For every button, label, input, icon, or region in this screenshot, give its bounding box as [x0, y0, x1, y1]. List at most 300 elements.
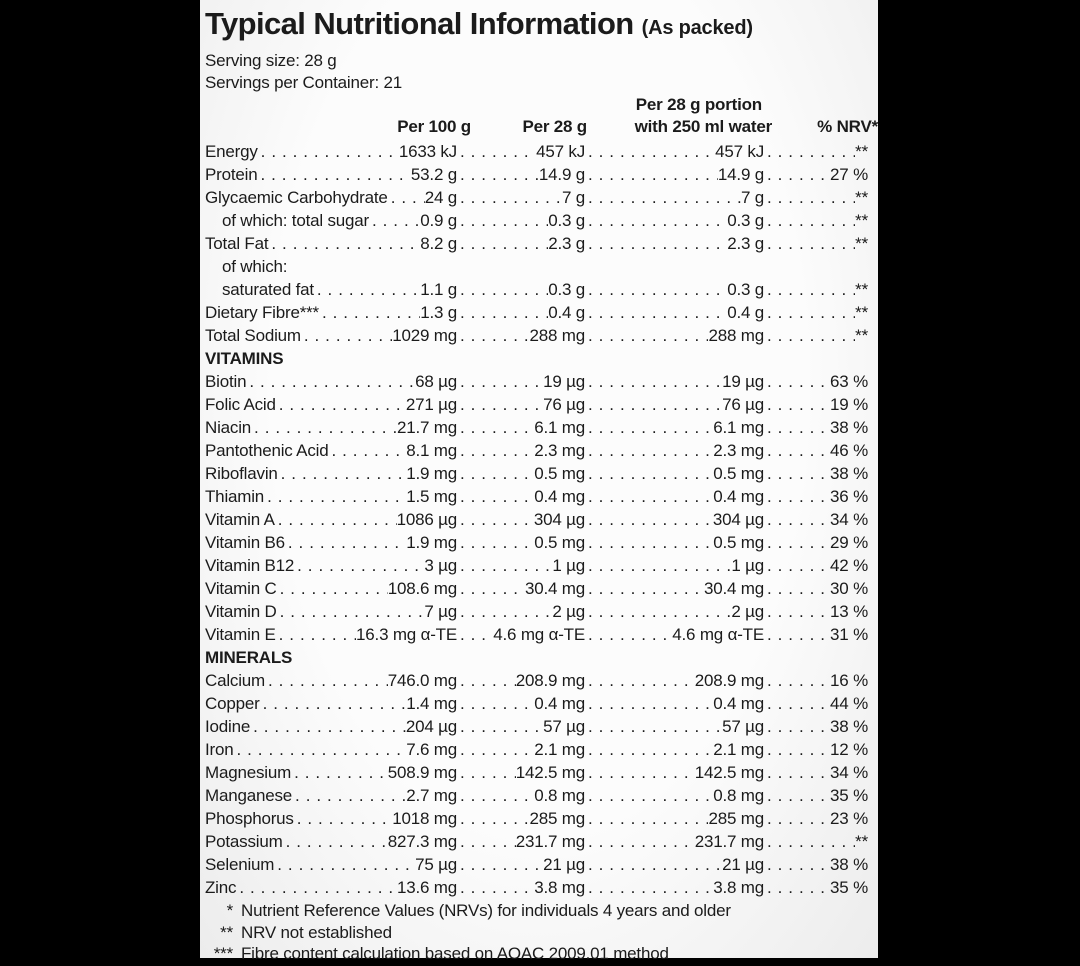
dot-leader: [585, 784, 713, 807]
dot-leader: [457, 761, 516, 784]
table-row: [205, 692, 868, 715]
nutrient-label: Zinc: [205, 878, 237, 897]
value-group: [585, 692, 764, 715]
footnote: [205, 943, 868, 965]
nutrient-label: Niacin: [205, 418, 252, 437]
per-100g-value: 271 µg: [405, 395, 457, 414]
nutrient-label: Vitamin A: [205, 510, 275, 529]
nutrient-label: Vitamin E: [205, 625, 276, 644]
value-group: [276, 623, 457, 646]
per-28g-value: 30.4 mg: [524, 579, 585, 598]
nutrient-label: Total Fat: [205, 234, 269, 253]
column-header-per-28g: Per 28 g: [522, 117, 587, 136]
nrv-value: 35 %: [830, 878, 868, 897]
section-heading: VITAMINS: [205, 349, 284, 368]
per-100g-value: 8.1 mg: [406, 441, 457, 460]
value-group: [585, 715, 764, 738]
value-group: [457, 485, 585, 508]
per-28g-value: 304 µg: [533, 510, 585, 529]
value-group: [585, 738, 764, 761]
per-100g-value: 1029 mg: [392, 326, 457, 345]
per-100g-value: 21.7 mg: [396, 418, 457, 437]
nrv-value: 38 %: [830, 464, 868, 483]
dot-leader: [319, 301, 420, 324]
value-group: [585, 623, 764, 646]
dot-leader: [264, 485, 406, 508]
dot-leader: [585, 462, 713, 485]
value-group: [457, 876, 585, 899]
value-group: [457, 462, 585, 485]
dot-leader: [585, 140, 715, 163]
dot-leader: [585, 370, 722, 393]
value-group: [457, 830, 585, 853]
footnote: [205, 922, 868, 944]
value-group: [585, 163, 764, 186]
dot-leader: [764, 462, 830, 485]
per-28g-value: 0.8 mg: [534, 786, 585, 805]
value-group: [457, 324, 585, 347]
table-row: [205, 784, 868, 807]
value-group: [369, 209, 457, 232]
per-28g-value: 0.4 g: [548, 303, 585, 322]
nrv-value: 34 %: [830, 763, 868, 782]
value-group: [264, 485, 457, 508]
per-28g-value: 457 kJ: [536, 142, 585, 161]
per-28g-value: 19 µg: [543, 372, 585, 391]
per-100g-value: 108.6 mg: [387, 579, 457, 598]
per-portion-value: 1 µg: [731, 556, 764, 575]
dot-leader: [457, 439, 534, 462]
dot-leader: [265, 669, 388, 692]
per-100g-value: 24 g: [424, 188, 457, 207]
table-row: [205, 186, 868, 209]
dot-leader: [457, 278, 548, 301]
nutrient-label: Dietary Fibre***: [205, 303, 319, 322]
nrv-value: 34 %: [830, 510, 868, 529]
per-100g-value: 7.6 mg: [406, 740, 457, 759]
value-group: [275, 508, 457, 531]
per-100g-value: 1.9 mg: [406, 533, 457, 552]
value-group: [585, 439, 764, 462]
nutrient-label: Riboflavin: [205, 464, 278, 483]
per-28g-value: 21 µg: [543, 855, 585, 874]
value-group: [764, 508, 868, 531]
dot-leader: [457, 232, 548, 255]
value-group: [246, 370, 457, 393]
value-group: [764, 370, 868, 393]
value-group: [319, 301, 457, 324]
dot-leader: [585, 830, 695, 853]
value-group: [457, 784, 585, 807]
nutrient-label: Selenium: [205, 855, 275, 874]
per-28g-value: 208.9 mg: [515, 671, 585, 690]
value-group: [764, 692, 868, 715]
per-28g-value: 57 µg: [543, 717, 585, 736]
nrv-value: 16 %: [830, 671, 868, 690]
dot-leader: [301, 324, 392, 347]
value-group: [764, 140, 868, 163]
per-28g-value: 142.5 mg: [515, 763, 585, 782]
per-portion-value: 30.4 mg: [703, 579, 764, 598]
dot-leader: [457, 600, 552, 623]
nrv-value: 38 %: [830, 855, 868, 874]
nrv-value: 38 %: [830, 717, 868, 736]
dot-leader: [274, 853, 415, 876]
per-portion-value: 0.5 mg: [713, 533, 764, 552]
dot-leader: [328, 439, 406, 462]
value-group: [764, 554, 868, 577]
per-100g-value: 7 µg: [424, 602, 457, 621]
table-row: [205, 462, 868, 485]
per-28g-value: 2 µg: [552, 602, 585, 621]
value-group: [388, 186, 457, 209]
value-group: [585, 140, 764, 163]
per-100g-value: 0.9 g: [420, 211, 457, 230]
per-portion-value: 0.4 g: [727, 303, 764, 322]
value-group: [764, 830, 868, 853]
column-header-row-2: [205, 116, 878, 138]
value-group: [234, 738, 458, 761]
table-row: [205, 508, 868, 531]
per-28g-value: 1 µg: [552, 556, 585, 575]
dot-leader: [764, 554, 830, 577]
value-group: [457, 807, 585, 830]
page-title: Typical Nutritional Information: [205, 6, 634, 41]
value-group: [250, 715, 457, 738]
dot-leader: [585, 577, 704, 600]
footnote-marker: ***: [213, 944, 233, 963]
nutrient-label: Vitamin C: [205, 579, 277, 598]
nutrient-label: Glycaemic Carbohydrate: [205, 188, 388, 207]
dot-leader: [764, 600, 830, 623]
dot-leader: [268, 232, 420, 255]
dot-leader: [585, 163, 718, 186]
per-100g-value: 827.3 mg: [387, 832, 457, 851]
dot-leader: [278, 462, 407, 485]
value-group: [457, 278, 585, 301]
value-group: [457, 761, 585, 784]
dot-leader: [457, 370, 543, 393]
per-28g-value: 4.6 mg α-TE: [493, 625, 585, 644]
value-group: [292, 784, 457, 807]
dot-leader: [283, 830, 388, 853]
per-28g-value: 7 g: [561, 188, 585, 207]
table-row: [205, 623, 868, 646]
dot-leader: [585, 232, 727, 255]
table-row: [205, 140, 868, 163]
section-heading: MINERALS: [205, 648, 293, 667]
table-row: [205, 830, 868, 853]
dot-leader: [764, 577, 830, 600]
dot-leader: [457, 784, 534, 807]
dot-leader: [585, 278, 727, 301]
dot-leader: [457, 485, 534, 508]
per-portion-value: 142.5 mg: [694, 763, 764, 782]
value-group: [764, 462, 868, 485]
per-100g-value: 508.9 mg: [387, 763, 457, 782]
nutrition-label-panel: [200, 0, 878, 963]
dot-leader: [457, 393, 543, 416]
per-100g-value: 746.0 mg: [387, 671, 457, 690]
dot-leader: [764, 853, 830, 876]
value-group: [585, 301, 764, 324]
value-group: [585, 669, 764, 692]
per-portion-value: 0.3 g: [727, 280, 764, 299]
per-portion-value: 7 g: [740, 188, 764, 207]
value-group: [314, 278, 457, 301]
value-group: [585, 830, 764, 853]
dot-leader: [457, 830, 516, 853]
per-portion-value: 0.4 mg: [713, 694, 764, 713]
table-row: [205, 416, 868, 439]
dot-leader: [251, 416, 397, 439]
nrv-value: 27 %: [830, 165, 868, 184]
nutrient-label: Magnesium: [205, 763, 292, 782]
table-row: [205, 278, 868, 301]
per-100g-value: 1.3 g: [420, 303, 457, 322]
value-group: [457, 209, 585, 232]
column-header-portion-line1: Per 28 g portion: [635, 95, 762, 114]
value-group: [457, 439, 585, 462]
value-group: [585, 186, 764, 209]
nrv-value: 30 %: [830, 579, 868, 598]
nutrient-label: Iodine: [205, 717, 251, 736]
per-100g-value: 1018 mg: [392, 809, 457, 828]
table-row: [205, 876, 868, 899]
nutrient-label: Protein: [205, 165, 258, 184]
value-group: [764, 278, 868, 301]
table-row: [205, 761, 868, 784]
value-group: [278, 462, 457, 485]
dot-leader: [764, 508, 830, 531]
dot-leader: [585, 439, 713, 462]
dot-leader: [764, 876, 830, 899]
value-group: [457, 692, 585, 715]
label-header: [205, 6, 868, 48]
nrv-value: 38 %: [830, 418, 868, 437]
column-header-row-1: [205, 94, 868, 116]
value-group: [585, 324, 764, 347]
dot-leader: [234, 738, 407, 761]
table-row: [205, 577, 868, 600]
table-row: [205, 807, 868, 830]
dot-leader: [457, 692, 534, 715]
dot-leader: [388, 186, 425, 209]
value-group: [257, 163, 457, 186]
nrv-value: **: [855, 211, 868, 230]
dot-leader: [585, 416, 713, 439]
table-row: [205, 669, 868, 692]
nutrient-label: Pantothenic Acid: [205, 441, 329, 460]
value-group: [277, 577, 457, 600]
nutrient-label: of which:: [222, 257, 288, 276]
nutrient-label: Calcium: [205, 671, 266, 690]
per-28g-value: 76 µg: [543, 395, 585, 414]
per-28g-value: 2.3 g: [548, 234, 585, 253]
per-portion-value: 21 µg: [722, 855, 764, 874]
per-portion-value: 288 mg: [708, 326, 764, 345]
dot-leader: [764, 186, 855, 209]
value-group: [764, 416, 868, 439]
dot-leader: [585, 715, 722, 738]
nrv-value: **: [855, 188, 868, 207]
per-portion-value: 6.1 mg: [713, 418, 764, 437]
value-group: [764, 439, 868, 462]
table-row: [205, 163, 868, 186]
dot-leader: [585, 692, 713, 715]
dot-leader: [764, 393, 830, 416]
value-group: [585, 232, 764, 255]
nutrient-label: of which: total sugar: [222, 211, 369, 230]
dot-leader: [764, 140, 855, 163]
nutrient-label: Phosphorus: [205, 809, 294, 828]
nutrient-label: Biotin: [205, 372, 247, 391]
nrv-value: 31 %: [830, 625, 868, 644]
dot-leader: [764, 324, 855, 347]
table-row: [205, 232, 868, 255]
dot-leader: [764, 439, 830, 462]
per-100g-value: 53.2 g: [410, 165, 457, 184]
value-group: [457, 140, 585, 163]
value-group: [277, 600, 457, 623]
value-group: [764, 163, 868, 186]
dot-leader: [457, 577, 525, 600]
dot-leader: [258, 140, 399, 163]
table-row: [205, 715, 868, 738]
value-group: [764, 393, 868, 416]
per-portion-value: 0.5 mg: [713, 464, 764, 483]
dot-leader: [764, 692, 830, 715]
nrv-value: **: [855, 234, 868, 253]
nutrient-label: Energy: [205, 142, 258, 161]
value-group: [764, 738, 868, 761]
dot-leader: [585, 807, 708, 830]
value-group: [457, 669, 585, 692]
value-group: [764, 876, 868, 899]
dot-leader: [457, 140, 536, 163]
value-group: [457, 301, 585, 324]
dot-leader: [585, 853, 722, 876]
value-group: [265, 669, 457, 692]
per-portion-value: 2.3 g: [727, 234, 764, 253]
value-group: [764, 784, 868, 807]
dot-leader: [585, 669, 695, 692]
value-group: [457, 163, 585, 186]
value-group: [294, 807, 457, 830]
value-group: [764, 531, 868, 554]
nrv-value: **: [855, 303, 868, 322]
dot-leader: [260, 692, 407, 715]
table-row: [205, 439, 868, 462]
dot-leader: [585, 508, 713, 531]
dot-leader: [457, 554, 552, 577]
dot-leader: [585, 876, 713, 899]
per-28g-value: 0.4 mg: [534, 694, 585, 713]
nrv-value: 23 %: [830, 809, 868, 828]
nrv-value: 36 %: [830, 487, 868, 506]
per-portion-value: 0.8 mg: [713, 786, 764, 805]
value-group: [585, 761, 764, 784]
dot-leader: [585, 186, 741, 209]
dot-leader: [585, 761, 695, 784]
per-100g-value: 1086 µg: [396, 510, 457, 529]
value-group: [764, 232, 868, 255]
per-28g-value: 2.1 mg: [534, 740, 585, 759]
nutrient-label: Vitamin D: [205, 602, 277, 621]
value-group: [585, 393, 764, 416]
value-group: [585, 600, 764, 623]
footnotes: [205, 900, 868, 965]
per-100g-value: 75 µg: [415, 855, 457, 874]
value-group: [457, 232, 585, 255]
dot-leader: [764, 416, 830, 439]
dot-leader: [457, 715, 543, 738]
per-portion-value: 76 µg: [722, 395, 764, 414]
per-28g-value: 0.5 mg: [534, 464, 585, 483]
table-row: [205, 531, 868, 554]
dot-leader: [764, 669, 830, 692]
dot-leader: [457, 508, 534, 531]
dot-leader: [764, 163, 830, 186]
dot-leader: [277, 600, 425, 623]
dot-leader: [585, 623, 672, 646]
nutrient-label: Manganese: [205, 786, 293, 805]
table-row: [205, 324, 868, 347]
value-group: [251, 416, 457, 439]
per-portion-value: 208.9 mg: [694, 671, 764, 690]
per-100g-value: 1.5 mg: [406, 487, 457, 506]
dot-leader: [457, 669, 516, 692]
dot-leader: [585, 738, 713, 761]
per-100g-value: 3 µg: [424, 556, 457, 575]
dot-leader: [250, 715, 406, 738]
dot-leader: [292, 784, 406, 807]
per-portion-value: 285 mg: [708, 809, 764, 828]
per-100g-value: 13.6 mg: [396, 878, 457, 897]
dot-leader: [291, 761, 388, 784]
dot-leader: [457, 623, 493, 646]
value-group: [585, 370, 764, 393]
table-row: [205, 393, 868, 416]
nutrient-label: Vitamin B6: [205, 533, 285, 552]
value-group: [764, 761, 868, 784]
per-28g-value: 14.9 g: [538, 165, 585, 184]
dot-leader: [236, 876, 397, 899]
dot-leader: [457, 531, 534, 554]
dot-leader: [457, 209, 548, 232]
per-28g-value: 0.4 mg: [534, 487, 585, 506]
per-portion-value: 2.1 mg: [713, 740, 764, 759]
dot-leader: [585, 209, 727, 232]
value-group: [764, 485, 868, 508]
dot-leader: [314, 278, 420, 301]
table-row: [205, 209, 868, 232]
servings-per-container: Servings per Container: 21: [205, 73, 403, 92]
dot-leader: [764, 370, 830, 393]
table-row: [205, 370, 868, 393]
dot-leader: [457, 324, 529, 347]
nutrient-label: saturated fat: [222, 280, 314, 299]
dot-leader: [764, 807, 830, 830]
dot-leader: [285, 531, 406, 554]
value-group: [585, 278, 764, 301]
dot-leader: [457, 876, 534, 899]
dot-leader: [457, 416, 534, 439]
dot-leader: [585, 393, 722, 416]
per-portion-value: 231.7 mg: [694, 832, 764, 851]
nrv-value: 63 %: [830, 372, 868, 391]
nutrient-label: Iron: [205, 740, 234, 759]
